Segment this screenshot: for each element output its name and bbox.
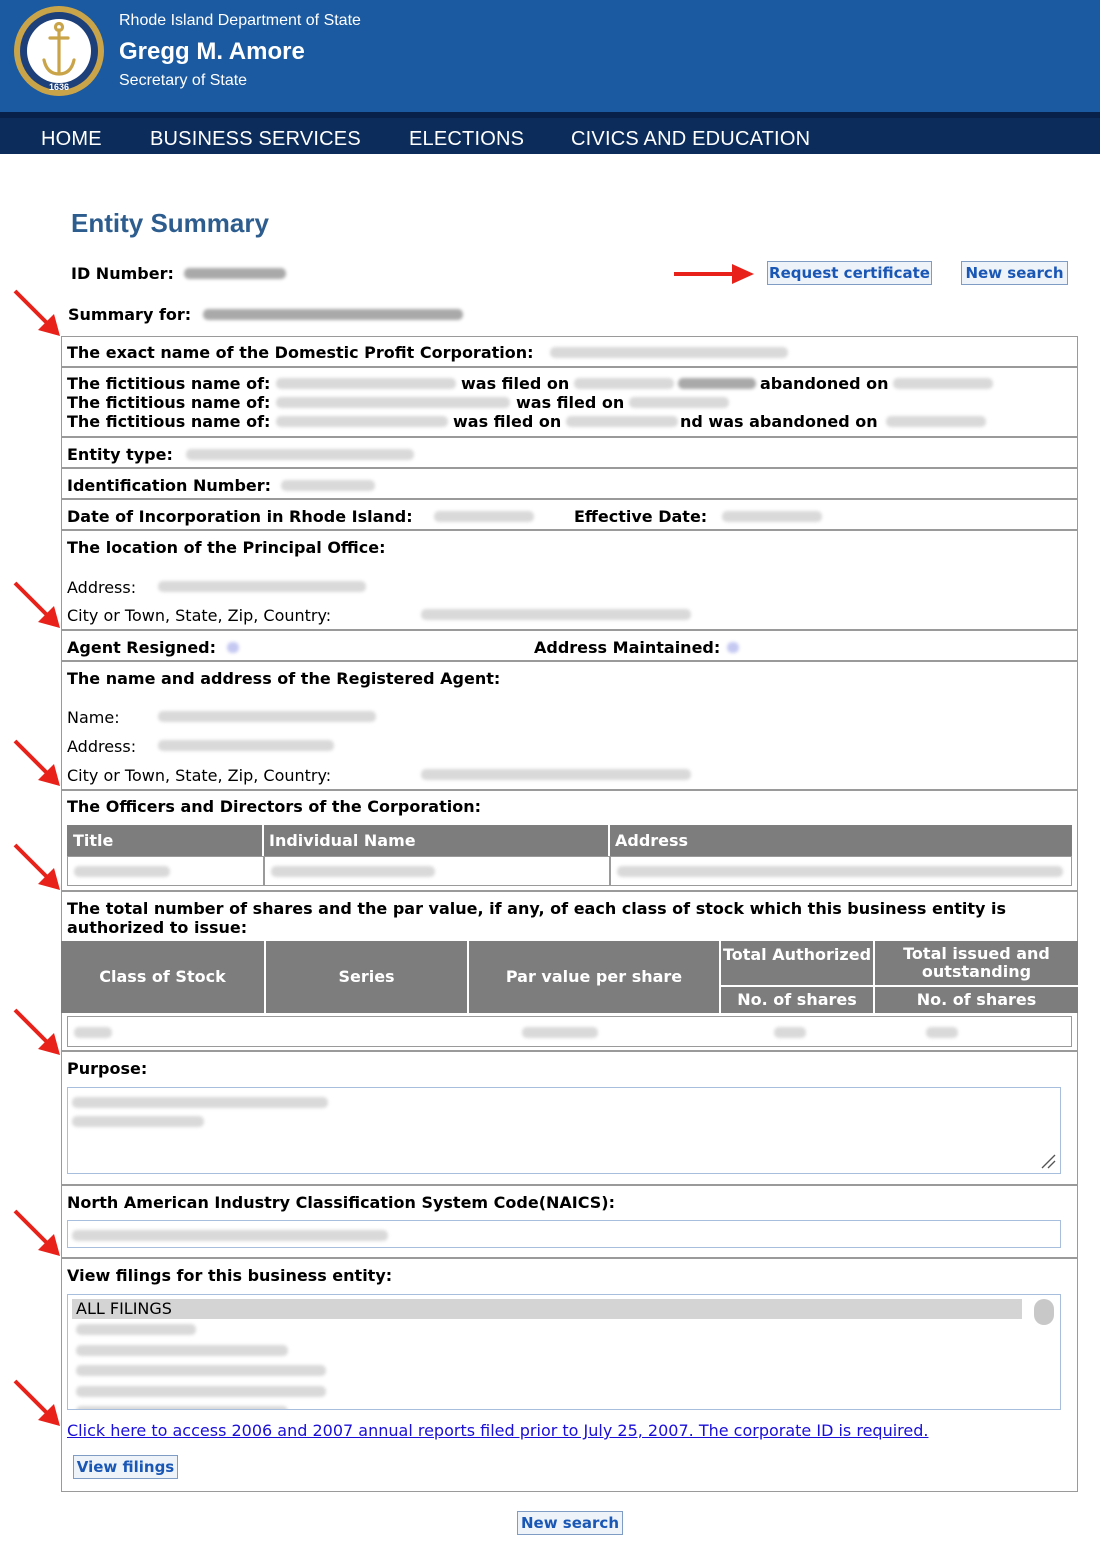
divider <box>61 529 1078 531</box>
stock-col-issued-shares: No. of shares <box>875 987 1078 1013</box>
fictitious-label-3: The fictitious name of: <box>67 412 271 431</box>
fictitious-label-1: The fictitious name of: <box>67 374 271 393</box>
official-name: Gregg M. Amore <box>119 38 305 65</box>
filings-option[interactable] <box>76 1406 288 1410</box>
registered-agent-label: The name and address of the Registered Agent: <box>67 669 501 688</box>
exact-name-value <box>550 347 788 358</box>
divider <box>61 366 1078 368</box>
agent-city-label: City or Town, State, Zip, Country: <box>67 766 332 785</box>
filed-date-1 <box>574 378 674 389</box>
filings-option[interactable] <box>76 1386 326 1397</box>
principal-office-label: The location of the Principal Office: <box>67 538 386 557</box>
arrow-annotation-icon <box>12 1378 64 1428</box>
filed-date-2 <box>629 397 729 408</box>
fictitious-name-3 <box>276 416 448 427</box>
fictitious-name-1 <box>276 378 456 389</box>
was-filed-on-3: was filed on <box>453 412 562 431</box>
new-search-button-top[interactable]: New search <box>961 261 1068 285</box>
identification-number-value <box>281 480 375 491</box>
purpose-label: Purpose: <box>67 1059 148 1078</box>
divider <box>61 789 1078 791</box>
nav-home[interactable]: HOME <box>41 128 102 150</box>
arrow-annotation-icon <box>672 261 756 287</box>
officer-name-cell <box>264 856 610 886</box>
filings-scrollbar[interactable] <box>1034 1299 1054 1325</box>
stock-col-total-authorized: Total Authorized <box>721 941 873 985</box>
officers-label: The Officers and Directors of the Corporation: <box>67 797 481 816</box>
agent-city-value <box>421 769 691 780</box>
divider <box>61 1050 1078 1052</box>
filings-option-all[interactable]: ALL FILINGS <box>72 1299 1022 1319</box>
arrow-annotation-icon <box>12 580 64 630</box>
principal-city-label: City or Town, State, Zip, Country: <box>67 606 332 625</box>
filings-option[interactable] <box>76 1324 196 1335</box>
abandoned-date-3 <box>886 416 986 427</box>
fictitious-label-2: The fictitious name of: <box>67 393 271 412</box>
filings-listbox[interactable] <box>67 1294 1061 1410</box>
arrow-annotation-icon <box>12 288 64 338</box>
effective-date-label: Effective Date: <box>574 507 708 526</box>
stock-col-authorized-shares: No. of shares <box>721 987 873 1013</box>
filings-label: View filings for this business entity: <box>67 1266 393 1285</box>
principal-city-value <box>421 609 691 620</box>
id-number-value <box>184 268 286 279</box>
agent-resigned-label: Agent Resigned: <box>67 638 217 657</box>
naics-label: North American Industry Classification System Code(NAICS): <box>67 1193 616 1212</box>
officer-address-cell <box>610 856 1072 886</box>
request-certificate-button[interactable]: Request certificate <box>767 261 932 285</box>
filed-date-3 <box>566 416 678 427</box>
summary-for-label: Summary for: <box>68 305 192 324</box>
main-nav <box>0 112 1100 154</box>
id-number-label: ID Number: <box>71 264 174 283</box>
naics-field[interactable] <box>67 1220 1061 1248</box>
divider <box>61 1257 1078 1259</box>
was-filed-on-2: was filed on <box>516 393 625 412</box>
divider <box>61 660 1078 662</box>
filings-option[interactable] <box>76 1345 288 1356</box>
divider <box>61 498 1078 500</box>
divider <box>61 890 1078 892</box>
arrow-annotation-icon <box>12 738 64 788</box>
view-filings-button[interactable]: View filings <box>73 1455 178 1479</box>
purpose-textarea[interactable] <box>67 1087 1061 1174</box>
divider <box>61 629 1078 631</box>
officers-col-name: Individual Name <box>269 831 416 850</box>
stock-col-par: Par value per share <box>469 941 719 1013</box>
stock-row <box>67 1016 1072 1047</box>
annual-reports-link[interactable]: Click here to access 2006 and 2007 annual reports filed prior to July 25, 2007. The corporate ID is required. <box>67 1421 929 1440</box>
entity-type-value <box>186 449 414 460</box>
abandoned-date-1 <box>893 378 993 389</box>
agent-name-label: Name: <box>67 708 120 727</box>
address-maintained-label: Address Maintained: <box>534 638 721 657</box>
site-header <box>0 0 1100 112</box>
and-was-text-blurred <box>678 378 756 389</box>
agent-address-value <box>158 740 334 751</box>
new-search-button-bottom[interactable]: New search <box>517 1511 623 1535</box>
divider <box>61 436 1078 438</box>
identification-number-label: Identification Number: <box>67 476 272 495</box>
page-title: Entity Summary <box>71 208 269 238</box>
divider <box>61 1184 1078 1186</box>
abandoned-on-1: abandoned on <box>760 374 889 393</box>
filings-option[interactable] <box>76 1365 326 1376</box>
was-filed-on-1: was filed on <box>461 374 570 393</box>
shares-label: The total number of shares and the par value, if any, of each class of stock which this business entity is authorized to issue: <box>67 899 1007 937</box>
state-seal-logo[interactable] <box>14 6 104 96</box>
summary-for-value <box>203 309 463 320</box>
resize-handle-icon[interactable] <box>1038 1151 1058 1171</box>
abandoned-on-3: nd was abandoned on <box>680 412 878 431</box>
stock-col-series: Series <box>266 941 467 1013</box>
nav-civics-education[interactable]: CIVICS AND EDUCATION <box>571 128 811 150</box>
principal-address-label: Address: <box>67 578 137 597</box>
exact-name-label: The exact name of the Domestic Profit Corporation: <box>67 343 534 362</box>
date-incorporation-value <box>434 511 534 522</box>
fictitious-name-2 <box>276 397 510 408</box>
arrow-annotation-icon <box>12 1007 64 1057</box>
effective-date-value <box>722 511 822 522</box>
divider <box>61 467 1078 469</box>
agent-resigned-value <box>227 642 239 653</box>
officer-title-cell <box>67 856 264 886</box>
stock-col-total-issued: Total issued and outstanding <box>875 941 1078 985</box>
stock-table-header <box>61 941 1078 1013</box>
seal-year: 1636 <box>48 82 70 92</box>
department-name: Rhode Island Department of State <box>119 12 361 29</box>
agent-address-label: Address: <box>67 737 137 756</box>
date-incorporation-label: Date of Incorporation in Rhode Island: <box>67 507 413 526</box>
agent-name-value <box>158 711 376 722</box>
nav-elections[interactable]: ELECTIONS <box>409 128 525 150</box>
officers-col-address: Address <box>615 831 689 850</box>
address-maintained-value <box>727 642 739 653</box>
nav-business-services[interactable]: BUSINESS SERVICES <box>150 128 361 150</box>
officers-table-header <box>67 825 1072 856</box>
stock-col-class: Class of Stock <box>61 941 264 1013</box>
arrow-annotation-icon <box>12 842 64 892</box>
principal-address-value <box>158 581 366 592</box>
arrow-annotation-icon <box>12 1208 64 1258</box>
entity-type-label: Entity type: <box>67 445 173 464</box>
official-title: Secretary of State <box>119 72 248 89</box>
officers-col-title: Title <box>73 831 114 850</box>
